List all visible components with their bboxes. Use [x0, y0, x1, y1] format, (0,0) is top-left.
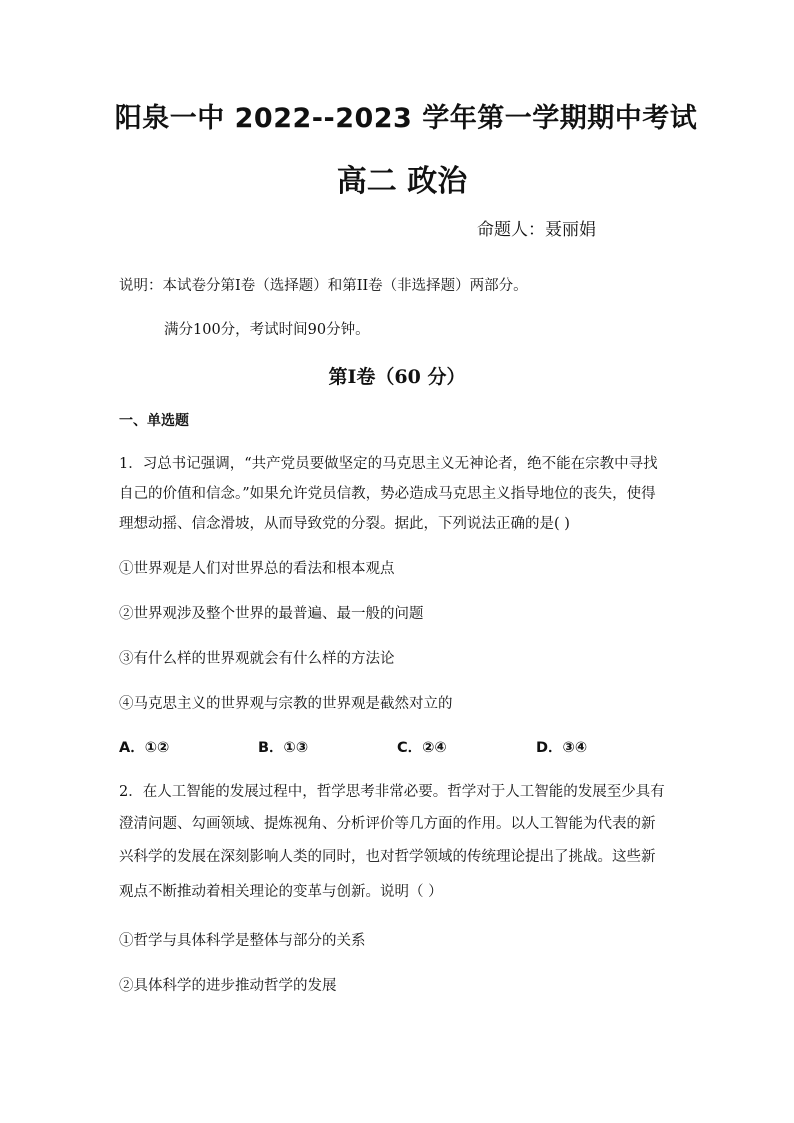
author-line: 命题人：聂丽娟	[477, 220, 596, 240]
q2-stem-line-1: 2．在人工智能的发展过程中，哲学思考非常必要。哲学对于人工智能的发展至少具有	[119, 784, 665, 800]
q1-stem-line-2: 自己的价值和信念。”如果允许党员信教，势必造成马克思主义指导地位的丧失，使得	[119, 486, 656, 502]
q2-stem-line-4: 观点不断推动着相关理论的变革与创新。说明（ ）	[119, 884, 443, 900]
q1-item-4: ④马克思主义的世界观与宗教的世界观是截然对立的	[119, 696, 453, 712]
instructions-line-2: 满分100分，考试时间90分钟。	[164, 322, 370, 338]
section-heading: 一、单选题	[119, 413, 189, 429]
q1-option-c: C．②④	[397, 740, 447, 756]
q1-stem-line-1: 1．习总书记强调，“共产党员要做坚定的马克思主义无神论者，绝不能在宗教中寻找	[119, 456, 658, 472]
exam-subtitle: 高二 政治	[336, 164, 468, 199]
q2-item-1: ①哲学与具体科学是整体与部分的关系	[119, 933, 366, 949]
q2-stem-line-2: 澄清问题、勾画领域、提炼视角、分析评价等几方面的作用。以人工智能为代表的新	[119, 816, 656, 832]
exam-title: 阳泉一中 2022--2023 学年第一学期期中考试	[114, 103, 698, 134]
part-1-title: 第Ⅰ卷（60 分）	[328, 366, 466, 388]
q2-item-2: ②具体科学的进步推动哲学的发展	[119, 978, 337, 994]
instructions-line-1: 说明：本试卷分第Ⅰ卷（选择题）和第II卷（非选择题）两部分。	[119, 278, 528, 294]
q1-stem-line-3: 理想动摇、信念滑坡，从而导致党的分裂。据此，下列说法正确的是( )	[119, 516, 570, 532]
q1-option-a: A．①②	[119, 740, 170, 756]
q1-option-d: D．③④	[536, 740, 588, 756]
q2-stem-line-3: 兴科学的发展在深刻影响人类的同时，也对哲学领域的传统理论提出了挑战。这些新	[119, 849, 656, 865]
q1-item-2: ②世界观涉及整个世界的最普遍、最一般的问题	[119, 606, 424, 622]
q1-item-1: ①世界观是人们对世界总的看法和根本观点	[119, 561, 395, 577]
q1-option-b: B．①③	[258, 740, 309, 756]
q1-item-3: ③有什么样的世界观就会有什么样的方法论	[119, 651, 395, 667]
q1-options	[119, 736, 679, 756]
